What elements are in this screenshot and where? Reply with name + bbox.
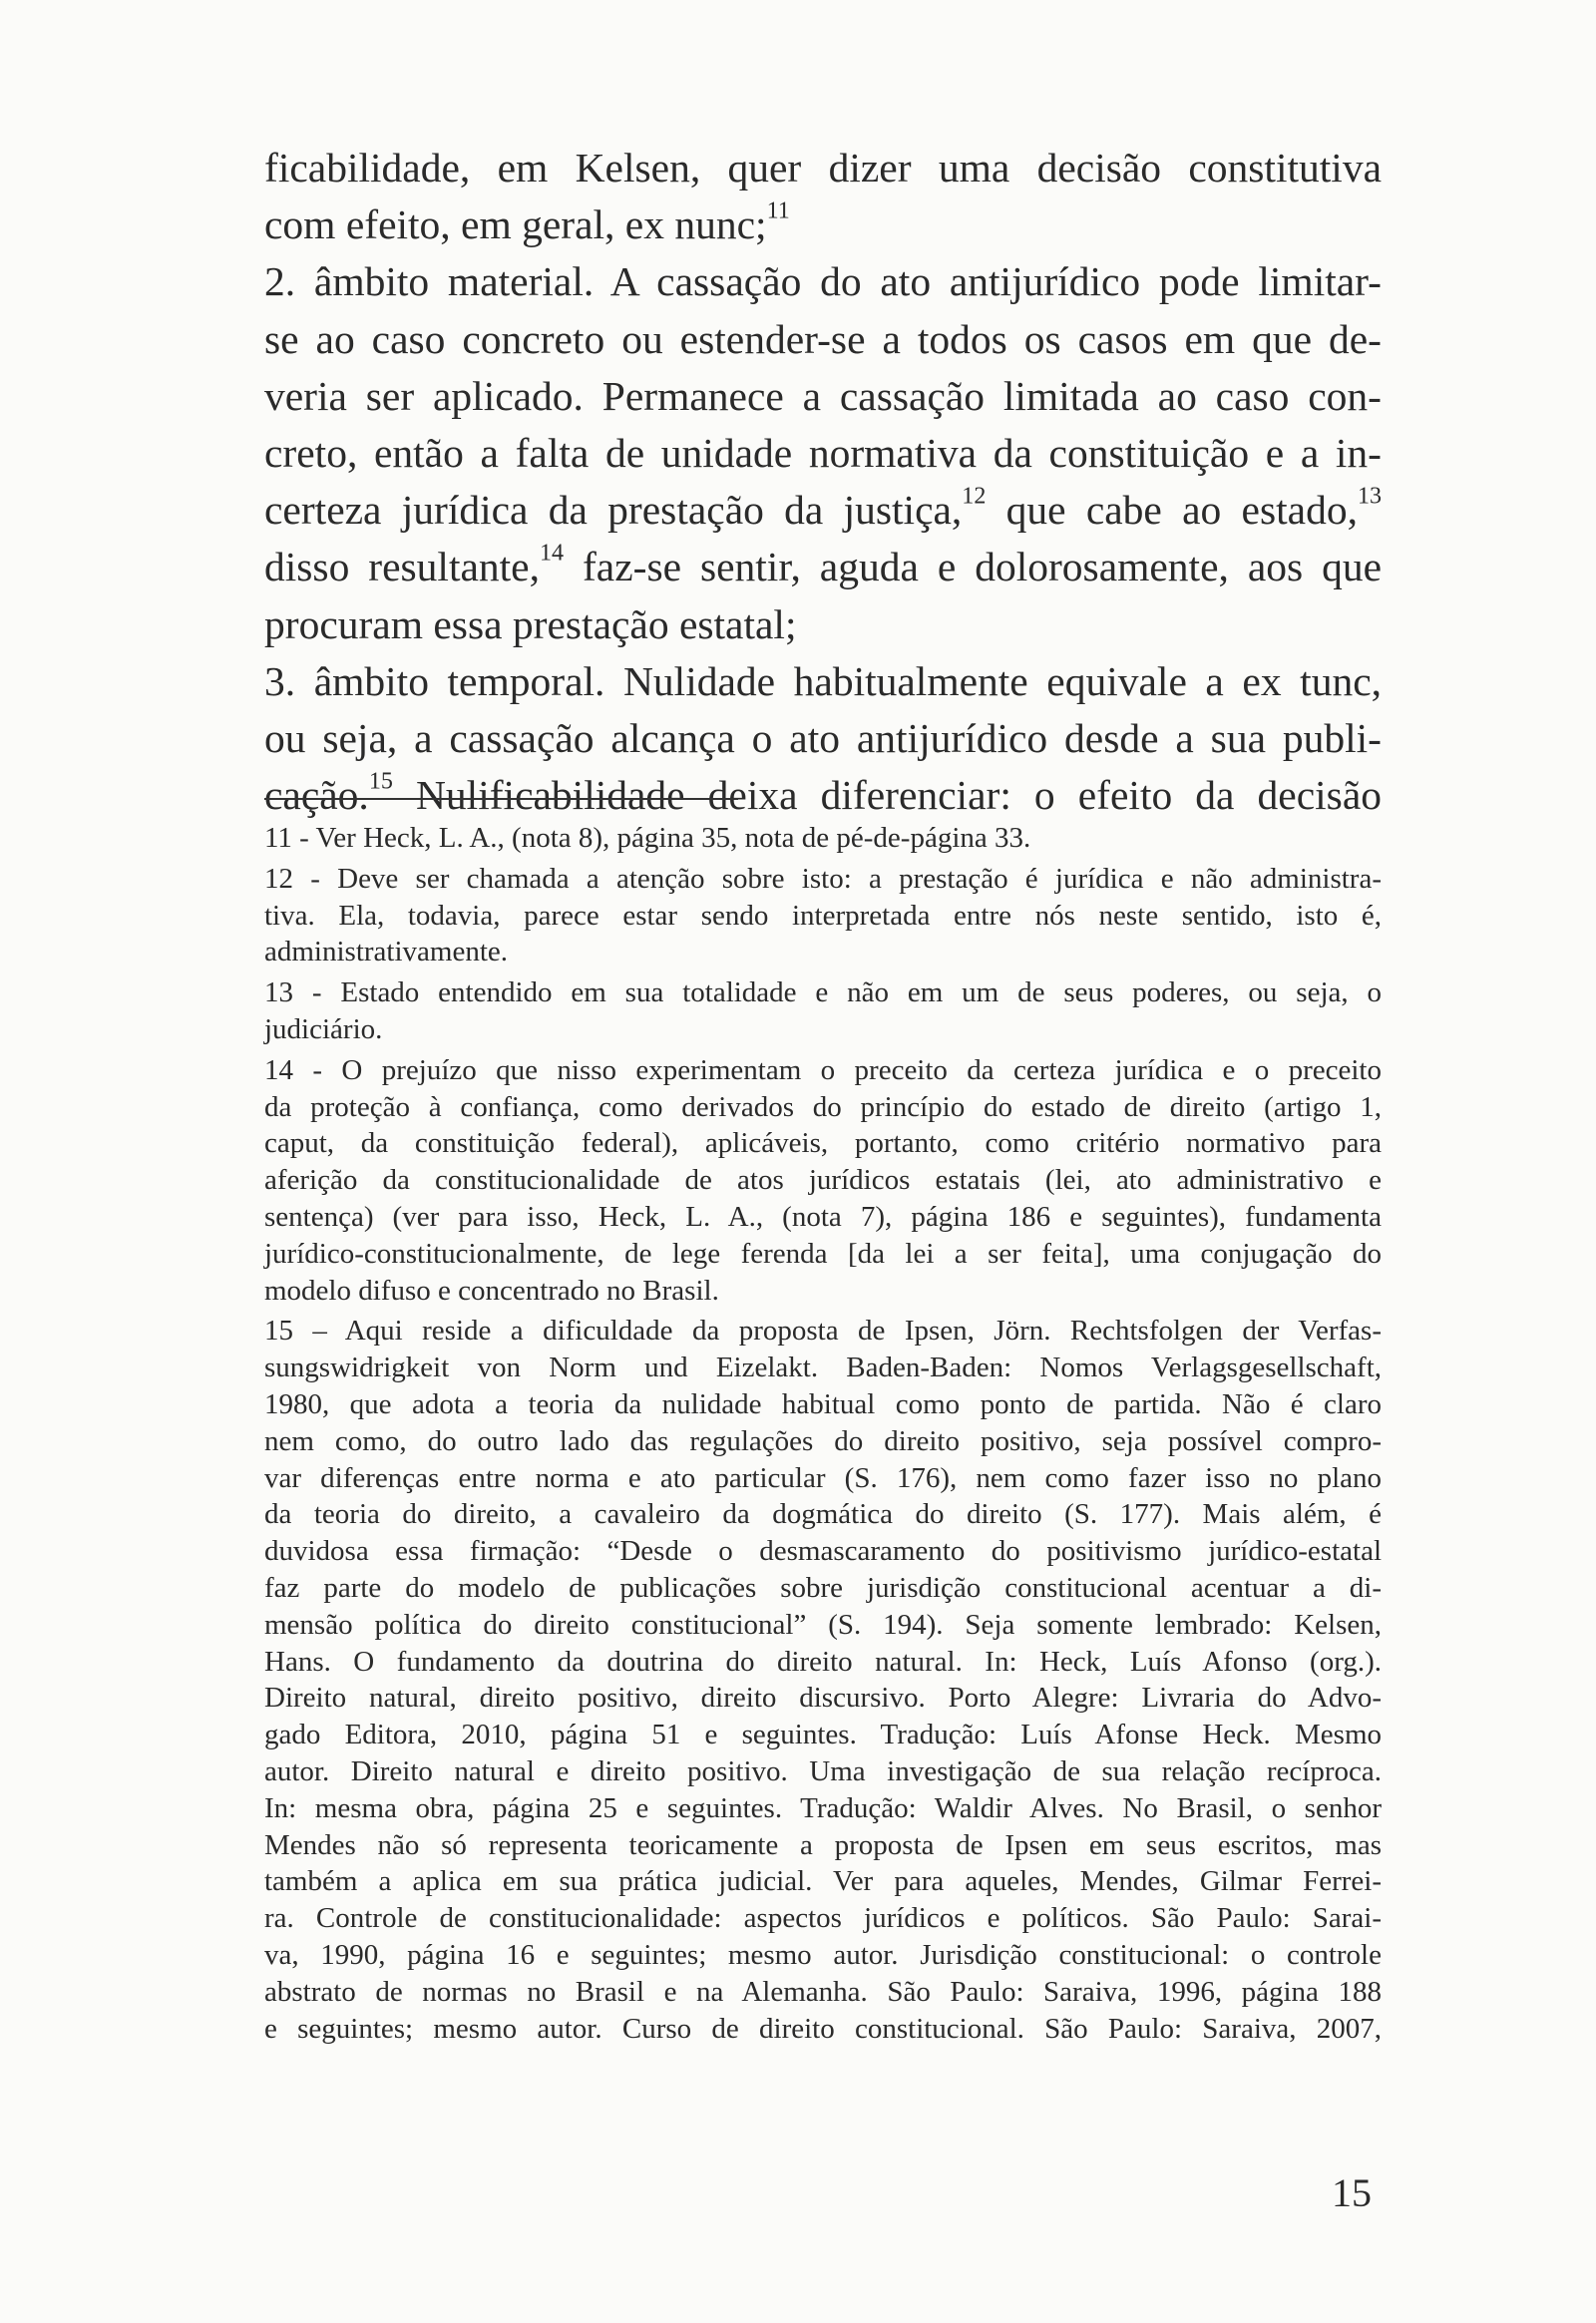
footnote-line: nem como, do outro lado das regulações do direito positivo, seja possível compro-: [264, 1424, 1382, 1457]
footnote-ref: 15: [368, 768, 393, 795]
footnote-ref: 13: [1357, 483, 1383, 510]
footnote-line: autor. Direito natural e direito positivo. Uma investigação de sua relação recíproca.: [264, 1754, 1382, 1787]
footnote-line: também a aplica em sua prática judicial. Ver para aqueles, Mendes, Gilmar Ferrei-: [264, 1865, 1382, 1898]
footnote-line: var diferenças entre norma e ato particular (S. 176), nem como fazer isso no plano: [264, 1461, 1382, 1494]
footnote-line: abstrato de normas no Brasil e na Alemanha. São Paulo: Saraiva, 1996, página 188: [264, 1975, 1382, 2008]
footnote-line: 13 - Estado entendido em sua totalidade e não em um de seus poderes, ou seja, o: [264, 976, 1382, 1009]
footnote-line: ra. Controle de constitucionalidade: aspectos jurídicos e políticos. São Paulo: Sarai-: [264, 1902, 1382, 1935]
text-line: [264, 539, 1382, 595]
footnote-line: faz parte do modelo de publicações sobre jurisdição constitucional acentuar a di-: [264, 1571, 1382, 1604]
text-line: veria ser aplicado. Permanece a cassação limitada ao caso con-: [264, 372, 1382, 419]
footnote-line: aferição da constitucionalidade de atos jurídicos estatais (lei, ato administrativo e: [264, 1164, 1382, 1197]
text-line: [264, 196, 1382, 253]
footnote-line: jurídico-constitucionalmente, de lege ferenda [da lei a ser feita], uma conjugação do: [264, 1237, 1382, 1270]
footnote-line: Mendes não só representa teoricamente a proposta de Ipsen em seus escritos, mas: [264, 1828, 1382, 1861]
footnote-line: da teoria do direito, a cavaleiro da dogmática do direito (S. 177). Mais além, é: [264, 1498, 1382, 1531]
footnote-line: 14 - O prejuízo que nisso experimentam o preceito da certeza jurídica e o preceito: [264, 1053, 1382, 1086]
footnote-line: judiciário.: [264, 1012, 383, 1045]
text-run: disso resultante,: [264, 544, 540, 590]
text-line: ficabilidade, em Kelsen, quer dizer uma decisão constitutiva: [264, 145, 1382, 191]
footnote-line: mensão política do direito constitucional” (S. 194). Seja somente lembrado: Kelsen,: [264, 1608, 1382, 1641]
footnote-11: [264, 820, 1382, 857]
footnote-ref: 12: [962, 483, 987, 510]
footnote-line: duvidosa essa firmação: “Desde o desmascaramento do positivismo jurídico-estatal: [264, 1535, 1382, 1568]
text-run: que cabe ao estado,: [986, 487, 1358, 534]
text-line: 2. âmbito material. A cassação do ato antijurídico pode limitar-: [264, 258, 1382, 305]
footnotes: [264, 820, 1382, 2051]
footnote-line: Direito natural, direito positivo, direito discursivo. Porto Alegre: Livraria do Advo-: [264, 1682, 1382, 1715]
footnote-line: In: mesma obra, página 25 e seguintes. Tradução: Waldir Alves. No Brasil, o senhor: [264, 1791, 1382, 1824]
text-line: [264, 482, 1382, 539]
main-text: [264, 140, 1382, 824]
text-line: ou seja, a cassação alcança o ato antijurídico desde a sua publi-: [264, 715, 1382, 762]
footnote-line: sentença) (ver para isso, Heck, L. A., (nota 7), página 186 e seguintes), fundamenta: [264, 1200, 1382, 1233]
footnote-line: administrativamente.: [264, 936, 509, 968]
footnote-line: 11 - Ver Heck, L. A., (nota 8), página 35, nota de pé-de-página 33.: [264, 822, 1031, 854]
footnote-line: va, 1990, página 16 e seguintes; mesmo autor. Jurisdição constitucional: o controle: [264, 1938, 1382, 1971]
text-line: [264, 767, 1382, 824]
footnote-line: caput, da constituição federal), aplicáveis, portanto, como critério normativo para: [264, 1127, 1382, 1160]
text-line: 3. âmbito temporal. Nulidade habitualmente equivale a ex tunc,: [264, 657, 1382, 704]
text-run: Nulificabilidade deixa diferenciar: o efeito da decisão: [392, 772, 1382, 819]
text-run: cação.: [264, 772, 369, 819]
footnote-line: 1980, que adota a teoria da nulidade habitual como ponto de partida. Não é claro: [264, 1387, 1382, 1420]
text-line: procuram essa prestação estatal;: [264, 600, 797, 647]
footnote-separator: [264, 798, 738, 800]
footnote-line: gado Editora, 2010, página 51 e seguintes. Tradução: Luís Afonse Heck. Mesmo: [264, 1719, 1382, 1751]
footnote-line: e seguintes; mesmo autor. Curso de direito constitucional. São Paulo: Saraiva, 2007,: [264, 2012, 1382, 2045]
footnote-12: [264, 861, 1382, 970]
text-line: se ao caso concreto ou estender-se a todos os casos em que de-: [264, 315, 1382, 362]
page-number: 15: [1332, 2170, 1372, 2215]
footnote-line: modelo difuso e concentrado no Brasil.: [264, 1274, 719, 1307]
text-run: com efeito, em geral, ex nunc;: [264, 201, 767, 248]
footnote-line: tiva. Ela, todavia, parece estar sendo interpretada entre nós neste sentido, isto é,: [264, 899, 1382, 932]
text-line: creto, então a falta de unidade normativa da constituição e a in-: [264, 430, 1382, 477]
footnote-15: [264, 1313, 1382, 2047]
text-run: faz-se sentir, aguda e dolorosamente, aos que: [564, 544, 1382, 590]
text-run: certeza jurídica da prestação da justiça,: [264, 487, 963, 534]
footnote-line: 15 – Aqui reside a dificuldade da proposta de Ipsen, Jörn. Rechtsfolgen der Verfas-: [264, 1315, 1382, 1348]
footnote-14: [264, 1052, 1382, 1310]
footnote-line: 12 - Deve ser chamada a atenção sobre isto: a prestação é jurídica e não administra-: [264, 862, 1382, 895]
footnote-ref: 14: [539, 540, 565, 567]
footnote-ref: 11: [766, 197, 790, 224]
footnote-line: Hans. O fundamento da doutrina do direito natural. In: Heck, Luís Afonso (org.).: [264, 1645, 1382, 1678]
footnote-line: da proteção à confiança, como derivados do princípio do estado de direito (artigo 1,: [264, 1090, 1382, 1123]
footnote-line: sungswidrigkeit von Norm und Eizelakt. Baden-Baden: Nomos Verlagsgesellschaft,: [264, 1352, 1382, 1384]
footnote-13: [264, 974, 1382, 1048]
